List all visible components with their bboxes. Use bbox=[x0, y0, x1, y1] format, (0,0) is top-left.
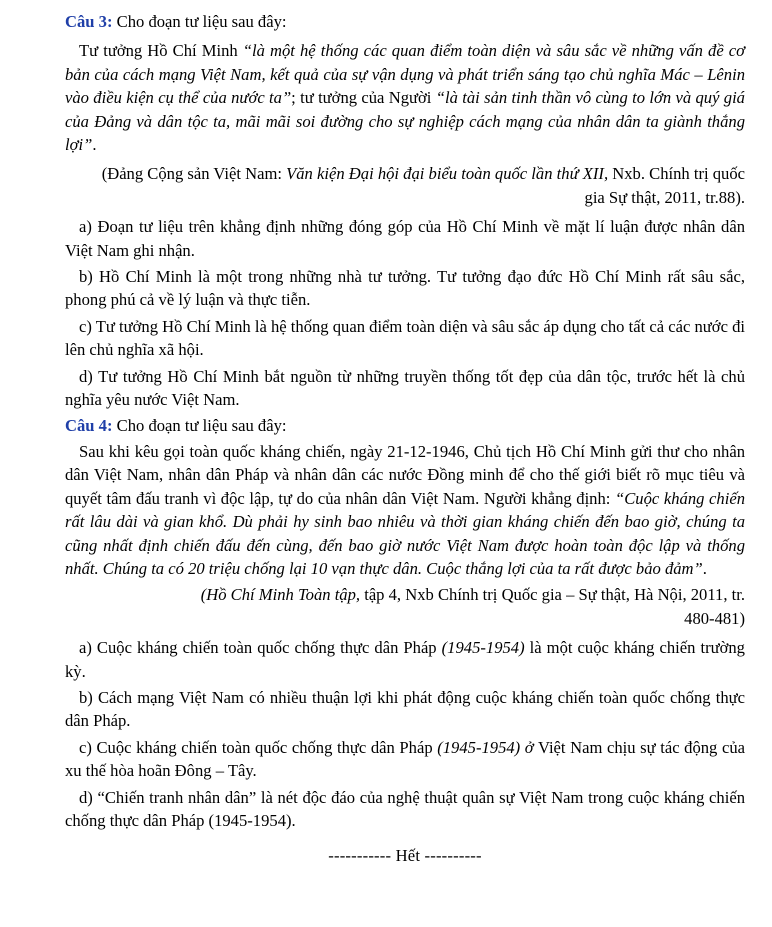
question-3-heading bbox=[65, 10, 745, 33]
passage-quote: “là tài sản tinh thần vô cùng to lớn và quý giá của Đảng và dân tộc ta, mãi mãi soi đường cho sự nghiệp cách mạng của nhân dân ta giành thắng lợi” bbox=[65, 88, 745, 155]
statement-3c: c) Tư tưởng Hồ Chí Minh là hệ thống quan điểm toàn diện và sâu sắc áp dụng cho tất cả các nước đi lên chủ nghĩa xã hội. bbox=[65, 316, 745, 360]
statement-text: là một cuộc kháng chiến trường kỳ. bbox=[65, 638, 745, 681]
statement-3d: d) Tư tưởng Hồ Chí Minh bắt nguồn từ những truyền thống tốt đẹp của dân tộc, trước hết là chủ nghĩa yêu nước Việt Nam. bbox=[65, 366, 745, 410]
source-text: (Đảng Cộng sản Việt Nam: bbox=[101, 164, 287, 184]
passage-text: Tư tưởng Hồ Chí Minh bbox=[79, 41, 243, 61]
passage-text: ; tư tưởng của Người bbox=[291, 88, 436, 108]
question-3-passage bbox=[65, 39, 745, 156]
source-text: tập 4, Nxb Chính trị Quốc gia – Sự thật, Hà Nội, 2011, tr. 480-481) bbox=[360, 585, 745, 628]
passage-quote: “là một hệ thống các quan điểm toàn diện và sâu sắc về những vấn đề cơ bản của cách mạng Việt Nam, kết quả của sự vận dụng và phát triển sáng tạo chủ nghĩa Mác – Lênin vào điều kiện cụ thể của nước ta” bbox=[65, 41, 745, 108]
statement-4c bbox=[65, 736, 745, 783]
end-marker: ----------- Hết ---------- bbox=[328, 846, 482, 866]
passage-text: . bbox=[702, 558, 707, 578]
question-4-intro: Cho đoạn tư liệu sau đây: bbox=[116, 415, 287, 435]
statement-text: Việt Nam chịu sự tác động của xu thế hòa hoãn Đông – Tây. bbox=[65, 737, 745, 781]
source-title: (Hồ Chí Minh Toàn tập, bbox=[200, 585, 361, 605]
statement-years: (1945-1954) bbox=[441, 638, 525, 658]
statement-3a: a) Đoạn tư liệu trên khẳng định những đóng góp của Hồ Chí Minh về mặt lí luận được nhân dân Việt Nam ghi nhận. bbox=[65, 217, 745, 260]
statement-4b: b) Cách mạng Việt Nam có nhiều thuận lợi khi phát động cuộc kháng chiến toàn quốc chống thực dân Pháp. bbox=[65, 687, 745, 731]
question-3-label: Câu 3: bbox=[65, 12, 113, 31]
question-4-passage bbox=[65, 440, 745, 580]
question-4-heading bbox=[65, 414, 745, 437]
statement-4a bbox=[65, 636, 745, 683]
source-text: Nxb. Chính trị quốc gia Sự thật, 2011, tr.88). bbox=[584, 164, 745, 207]
question-4-source bbox=[65, 583, 745, 630]
passage-quote: “Cuộc kháng chiến rất lâu dài và gian khổ. Dù phải hy sinh bao nhiêu và thời gian kháng chiến đến bao giờ, chúng ta cũng nhất định chiến đấu đến cùng, đến bao giờ nước Việt Nam được hoàn toàn độc lập và thống nhất. Chúng ta có 20 triệu chống lại 10 vạn thực dân. Cuộc thắng lợi của ta rất được bảo đảm” bbox=[65, 488, 745, 578]
statement-3b: b) Hồ Chí Minh là một trong những nhà tư tưởng. Tư tưởng đạo đức Hồ Chí Minh rất sâu sắc, phong phú cả về lý luận và thực tiễn. bbox=[65, 267, 745, 310]
statement-4d: d) “Chiến tranh nhân dân” là nét độc đáo của nghệ thuật quân sự Việt Nam trong cuộc kháng chiến chống thực dân Pháp (1945-1954). bbox=[65, 787, 745, 830]
source-title: Văn kiện Đại hội đại biểu toàn quốc lần thứ XII, bbox=[286, 164, 609, 184]
statement-text: a) Cuộc kháng chiến toàn quốc chống thực dân Pháp bbox=[79, 638, 442, 658]
statement-text: c) Cuộc kháng chiến toàn quốc chống thực dân Pháp bbox=[79, 737, 438, 757]
question-3-source bbox=[65, 162, 745, 209]
passage-text: Sau khi kêu gọi toàn quốc kháng chiến, ngày 21-12-1946, Chủ tịch Hồ Chí Minh gửi thư cho nhân dân Việt Nam, nhân dân Pháp và nhân dân các nước Đồng minh để cho thế giới biết rõ mục tiêu và quyết tâm đấu tranh vì độc lập, tự do của nhân dân Việt Nam. Người khẳng định: bbox=[65, 441, 745, 508]
question-3-intro: Cho đoạn tư liệu sau đây: bbox=[116, 12, 287, 31]
statement-years: (1945-1954) ở bbox=[437, 737, 534, 757]
passage-text: . bbox=[92, 135, 97, 155]
document-page bbox=[65, 10, 745, 868]
question-4-label: Câu 4: bbox=[65, 415, 113, 435]
